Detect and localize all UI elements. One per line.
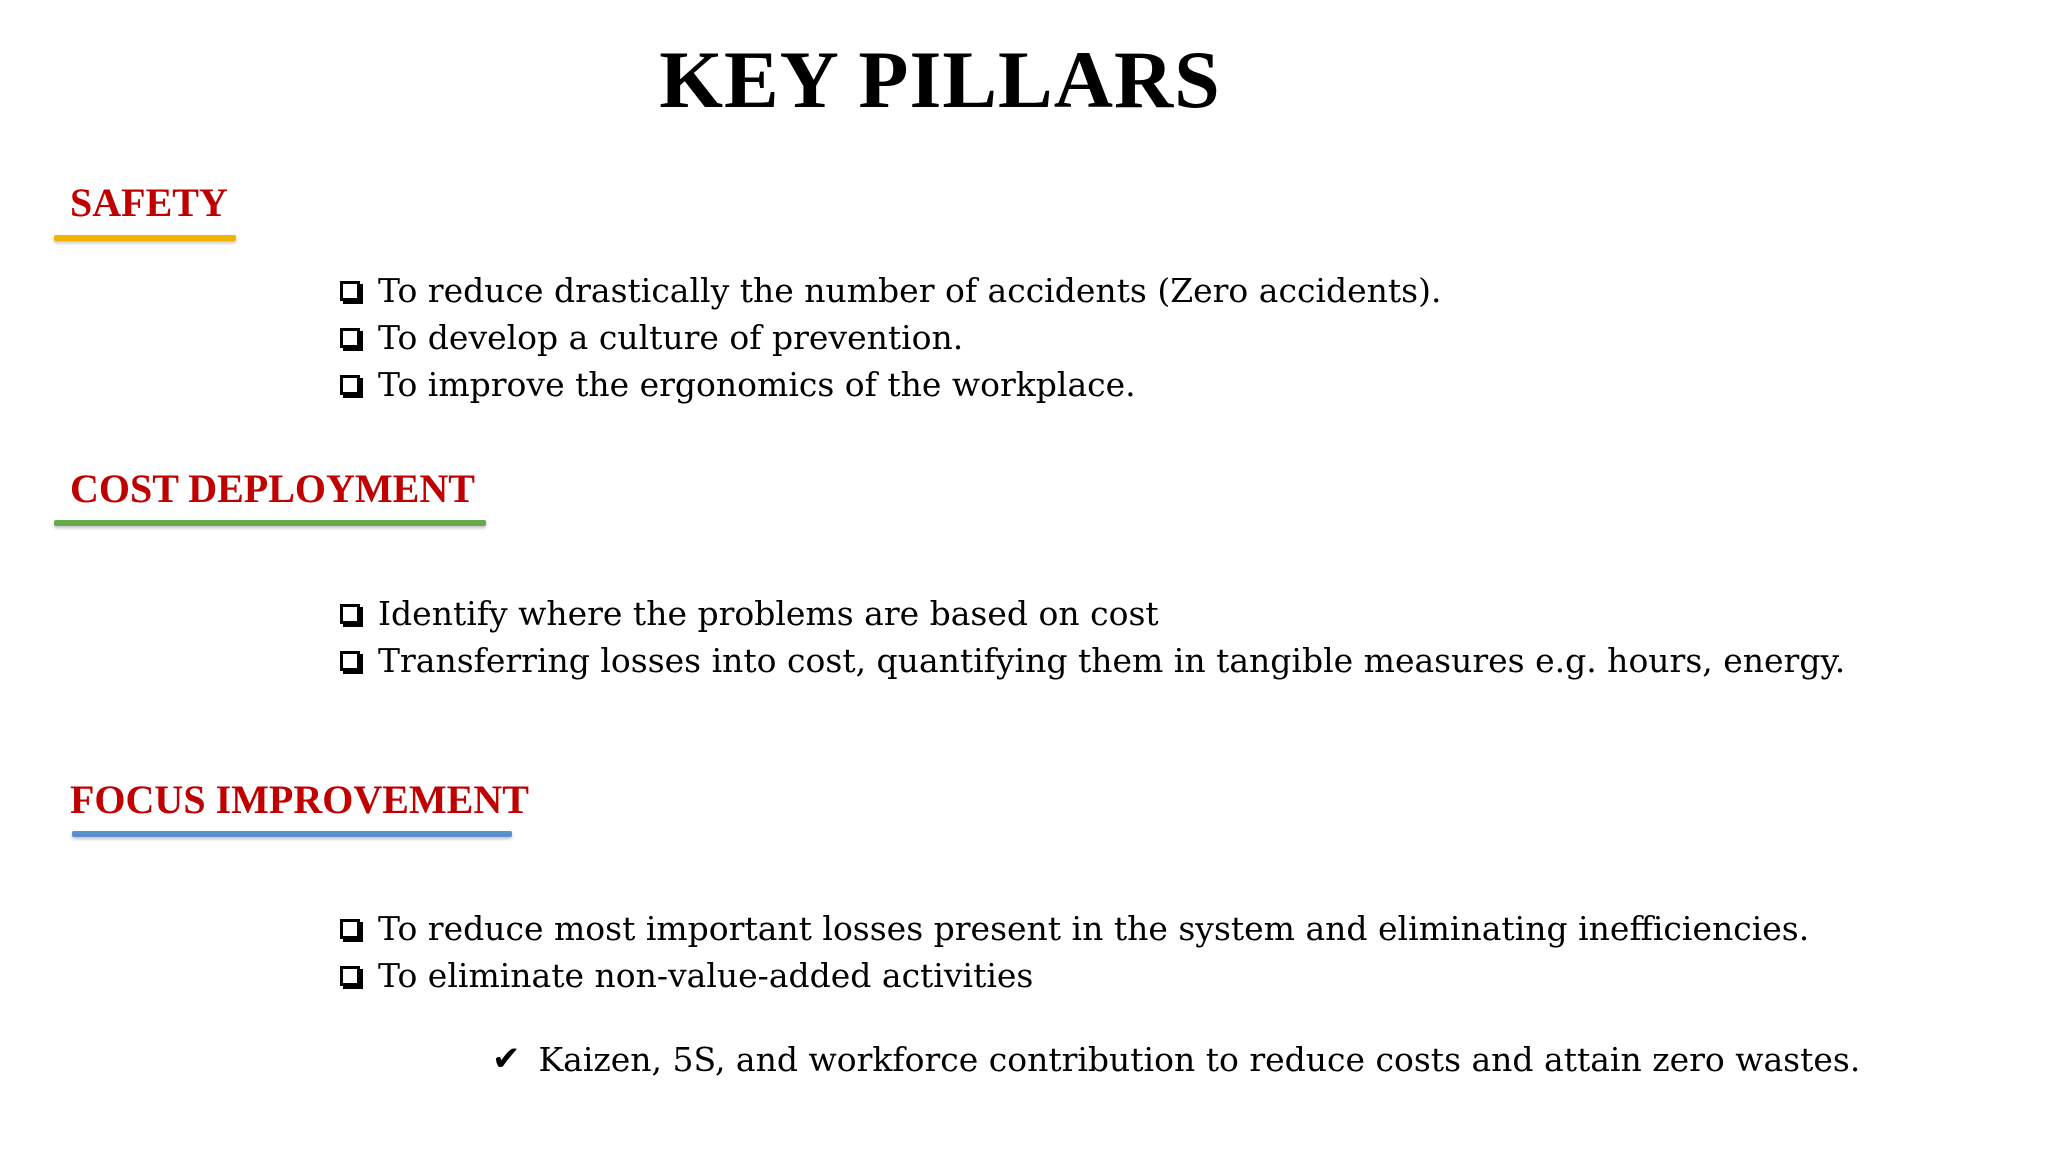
checkbox-icon — [340, 328, 360, 348]
list-item — [340, 267, 1441, 314]
safety-bullet-list — [340, 267, 1441, 408]
section-heading-cost-deployment: COST DEPLOYMENT — [70, 466, 475, 511]
checkbox-icon — [340, 919, 360, 939]
list-item — [340, 952, 1809, 999]
bullet-text: To improve the ergonomics of the workplace. — [378, 365, 1136, 404]
cost-deployment-bullet-list — [340, 590, 1845, 684]
section-heading-safety: SAFETY — [70, 180, 228, 225]
bullet-text: To reduce most important losses present in the system and eliminating inefficiencies. — [378, 909, 1810, 948]
bullet-text: Transferring losses into cost, quantifying them in tangible measures e.g. hours, energy. — [378, 641, 1846, 680]
checkbox-icon — [340, 966, 360, 986]
bullet-text: To eliminate non-value-added activities — [378, 956, 1034, 995]
section-heading-focus-improvement: FOCUS IMPROVEMENT — [70, 777, 529, 822]
list-item — [340, 637, 1845, 684]
list-item — [340, 905, 1809, 952]
bullet-text: Identify where the problems are based on cost — [378, 594, 1159, 633]
focus-improvement-bullet-list — [340, 905, 1809, 999]
cost-deployment-underline — [54, 520, 486, 526]
safety-underline — [54, 235, 236, 241]
checkbox-icon — [340, 375, 360, 395]
bullet-text: To reduce drastically the number of accidents (Zero accidents). — [378, 271, 1442, 310]
list-item — [340, 361, 1441, 408]
slide-title: KEY PILLARS — [659, 34, 1221, 125]
focus-improvement-sub-point — [492, 1036, 1860, 1083]
checkmark-icon: ✔ — [492, 1039, 521, 1079]
list-item — [340, 590, 1845, 637]
checkbox-icon — [340, 651, 360, 671]
checkbox-icon — [340, 604, 360, 624]
list-item — [340, 314, 1441, 361]
checkbox-icon — [340, 281, 360, 301]
sub-point-text: Kaizen, 5S, and workforce contribution to reduce costs and attain zero wastes. — [538, 1040, 1861, 1079]
focus-improvement-underline — [72, 831, 512, 837]
bullet-text: To develop a culture of prevention. — [378, 318, 964, 357]
